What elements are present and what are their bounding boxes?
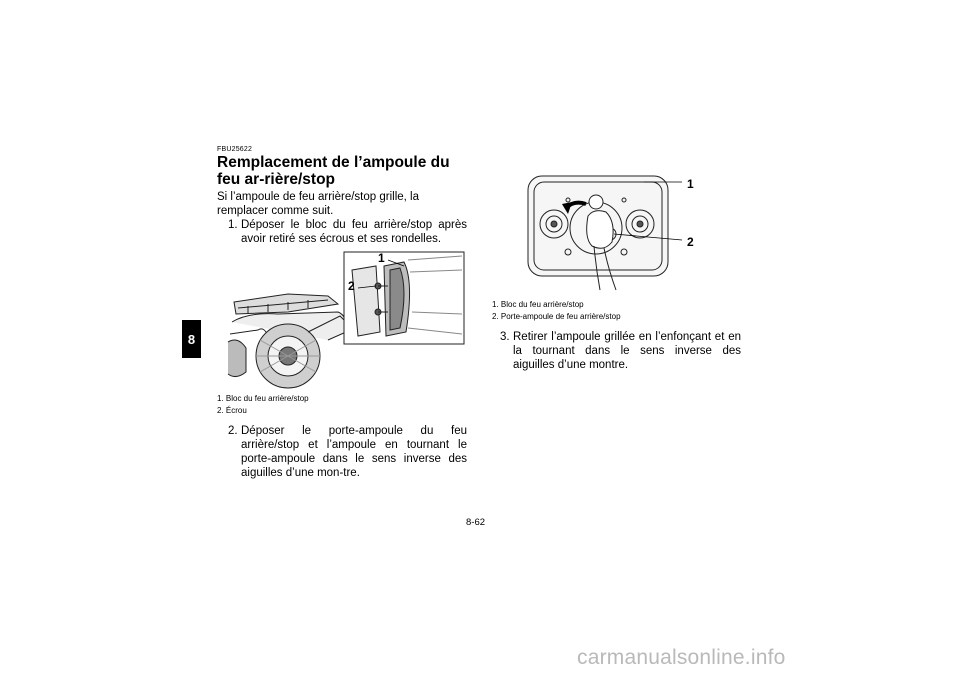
figure2-caption-2: 2. Porte-ampoule de feu arrière/stop (492, 312, 621, 321)
step-text: Retirer l’ampoule grillée en l’enfonçant et en la tournant dans le sens inverse des aiguilles d’une montre. (513, 331, 741, 371)
intro-paragraph: Si l’ampoule de feu arrière/stop grille, la remplacer comme suit. (217, 191, 419, 217)
figure1-callout-2: 2 (348, 279, 355, 293)
figure1-caption-1: 1. Bloc du feu arrière/stop (217, 394, 309, 403)
section-tab: 8 (182, 320, 201, 358)
watermark: carmanualsonline.info (577, 646, 786, 669)
figure2-caption-1: 1. Bloc du feu arrière/stop (492, 300, 584, 309)
figure2-callout-1: 1 (687, 177, 694, 191)
figure2-callout-2: 2 (687, 235, 694, 249)
step-number: 2. (228, 425, 238, 437)
step-number: 1. (228, 219, 238, 231)
figure1-caption-2: 2. Écrou (217, 406, 247, 415)
step-text: Déposer le porte-ampoule du feu arrière/stop et l’ampoule en tournant le porte-ampoule dans le sens inverse des aiguilles d’une mon-tre. (241, 425, 467, 479)
section-heading: Remplacement de l’ampoule du feu ar-rière/stop (217, 154, 450, 188)
step-2 (228, 424, 468, 484)
tail-light-socket-illustration (524, 172, 724, 294)
step-number: 3. (500, 331, 510, 343)
figure1-callout-1: 1 (378, 251, 385, 265)
atv-illustration (228, 252, 468, 388)
step-1 (228, 218, 468, 248)
step-3 (500, 330, 742, 374)
document-code: FBU25622 (217, 146, 253, 153)
page-number: 8-62 (466, 517, 486, 528)
step-text: Déposer le bloc du feu arrière/stop après avoir retiré ses écrous et ses rondelles. (241, 219, 467, 245)
